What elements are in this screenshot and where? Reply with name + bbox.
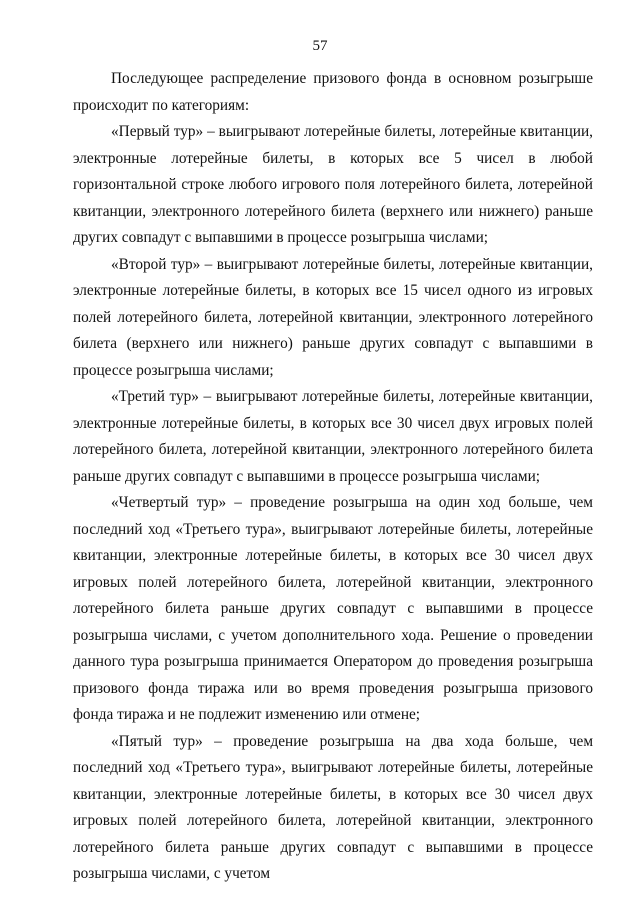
document-body <box>73 66 593 888</box>
paragraph-first-round: «Первый тур» – выигрывают лотерейные билеты, лотерейные квитанции, электронные лотерейные билеты, в которых все 5 чисел в любой горизонтальной строке любого игрового поля лотерейного билета, лотерейной квитанции, электронного лотерейного билета (верхнего или нижнего) раньше других совпадут с выпавшими в процессе розыгрыша числами; <box>73 123 593 246</box>
paragraph-third-round: «Третий тур» – выигрывают лотерейные билеты, лотерейные квитанции, электронные лотерейные билеты, в которых все 30 чисел двух игровых полей лотерейного билета, лотерейной квитанции, электронного лотерейного билета раньше других совпадут с выпавшими в процессе розыгрыша числами; <box>73 388 593 485</box>
paragraph-fourth-round: «Четвертый тур» – проведение розыгрыша на один ход больше, чем последний ход «Третьего тура», выигрывают лотерейные билеты, лотерейные квитанции, электронные лотерейные билеты, в которых все 30 чисел двух игровых полей лотерейного билета, лотерейной квитанции, электронного лотерейного билета раньше других совпадут с выпавшими в процессе розыгрыша числами, с учетом дополнительного хода. Решение о проведении данного тура розыгрыша принимается Оператором до проведения розыгрыша призового фонда тиража или во время проведения розыгрыша призового фонда тиража и не подлежит изменению или отмене; <box>73 494 593 723</box>
paragraph-fifth-round: «Пятый тур» – проведение розыгрыша на два хода больше, чем последний ход «Третьего тура», выигрывают лотерейные билеты, лотерейные квитанции, электронные лотерейные билеты, в которых все 30 чисел двух игровых полей лотерейного билета, лотерейной квитанции, электронного лотерейного билета раньше других совпадут с выпавшими в процессе розыгрыша числами, с учетом <box>73 732 593 882</box>
page-number: 57 <box>312 38 328 54</box>
paragraph-second-round: «Второй тур» – выигрывают лотерейные билеты, лотерейные квитанции, электронные лотерейные билеты, в которых все 15 чисел одного из игровых полей лотерейного билета, лотерейной квитанции, электронного лотерейного билета (верхнего или нижнего) раньше других совпадут с выпавшими в процессе розыгрыша числами; <box>73 255 593 379</box>
paragraph-intro: Последующее распределение призового фонда в основном розыгрыше происходит по категориям: <box>73 70 593 114</box>
